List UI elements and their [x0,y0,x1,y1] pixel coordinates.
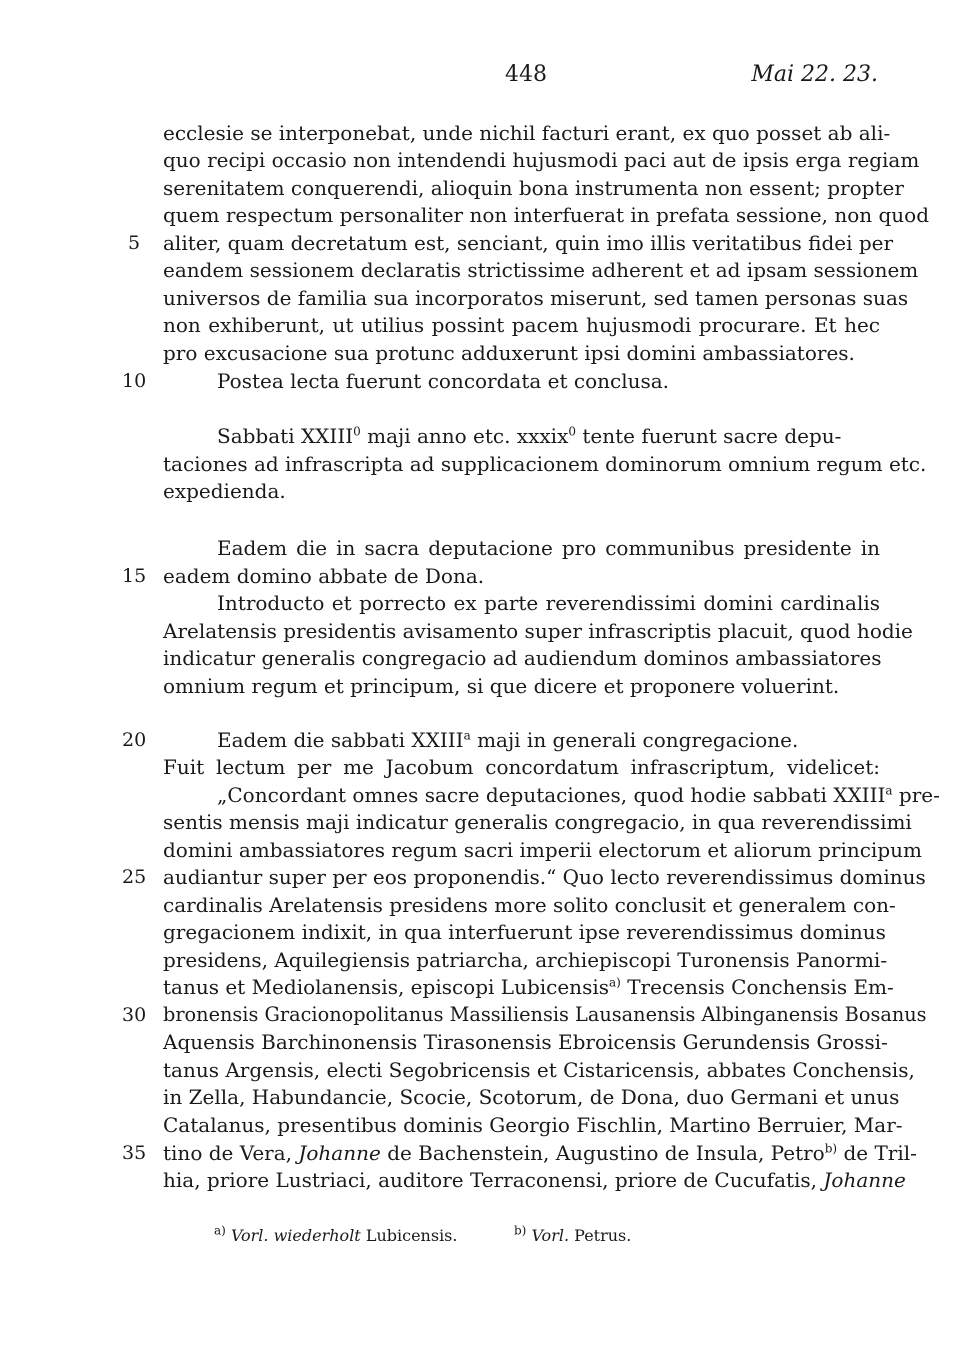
text-line: sentis mensis maji indicatur generalis congregacio, in qua reverendissimi [163,810,912,834]
line-number: 10 [122,370,147,392]
italic-name: Johanne [823,1168,906,1192]
text-line [163,973,894,1001]
text-line: expedienda. [163,479,286,503]
text-line: indicatur generalis congregacio ad audiendum dominos ambassiatores [163,646,882,670]
text-line: quo recipi occasio non intendendi hujusmodi paci aut de ipsis erga regiam [163,148,920,172]
footnotes [0,1223,960,1252]
footnote-label: Vorl. [531,1226,570,1245]
text-line: eandem sessionem declaratis strictissime adherent et ad ipsam sessionem [163,258,919,282]
text-line [163,422,880,450]
text-line: presidens, Aquilegiensis patriarcha, archiepiscopi Turonensis Panormi- [163,948,888,972]
text-line: Postea lecta fuerunt concordata et conclusa. [217,369,670,393]
text-line: Arelatensis presidentis avisamento super infrascriptis placuit, quod hodie [163,619,913,643]
footnote-word: wiederholt [273,1226,361,1245]
superscript: 0 [568,424,576,439]
text-line: serenitatem conquerendi, alioquin bona instrumenta non essent; propter [163,176,904,200]
text-line: Eadem die in sacra deputacione pro communibus presidente in [217,536,880,560]
text-segment: Trecensis Conchensis Em- [627,975,894,999]
line-number: 25 [122,866,147,888]
footnote-ref: a) [609,975,621,990]
text-line: bronensis Gracionopolitanus Massiliensis Lausanensis Albinganensis Bosanus [163,1003,927,1026]
footnote-b [514,1223,632,1245]
text-line: omnium regum et principum, si que dicere et proponere voluerint. [163,674,840,698]
page-number: 448 [505,62,547,87]
footnote-label: Vorl. [230,1226,269,1245]
text-line [163,781,940,809]
text-line: Catalanus, presentibus dominis Georgio Fischlin, Martino Berruier, Mar- [163,1113,903,1137]
text-segment: de Tril- [843,1141,917,1165]
text-line: ecclesie se interponebat, unde nichil facturi erant, ex quo posset ab ali- [163,121,891,145]
text-line: quem respectum personaliter non interfuerat in prefata sessione, non quod [163,203,930,227]
text-line: taciones ad infrascripta ad supplicacionem dominorum omnium regum etc. [163,452,927,476]
footnote-ref: b) [824,1141,838,1156]
footnote-mark: b) [514,1223,527,1238]
footnote-text: Petrus. [574,1226,632,1245]
text-line: gregacionem indixit, in qua interfuerunt ipse reverendissimus dominus [163,920,886,944]
text-segment: hia, priore Lustriaci, auditore Terraconensi, priore de Cucufatis, [163,1168,818,1192]
text-line: tanus Argensis, electi Segobricensis et Cistaricensis, abbates Conchensis, [163,1058,915,1082]
line-number: 30 [122,1004,147,1026]
superscript: a [885,783,893,798]
text-line: universos de familia sua incorporatos miserunt, sed tamen personas suas [163,286,909,310]
text-line: Introducto et porrecto ex parte reverendissimi domini cardinalis [217,591,880,615]
text-line: audiantur super per eos proponendis.“ Quo lecto reverendissimus dominus [163,865,926,889]
footnote-mark: a) [214,1223,226,1238]
superscript: 0 [353,424,361,439]
page-header [0,62,960,92]
text-segment: „Concordant omnes sacre deputaciones, quod hodie sabbati XXIII [217,783,886,807]
line-number: 35 [122,1142,147,1164]
text-line [163,726,880,754]
text-line: cardinalis Arelatensis presidens more solito conclusit et generalem con- [163,893,896,917]
text-line: in Zella, Habundancie, Scocie, Scotorum, de Dona, duo Germani et unus [163,1085,900,1109]
text-line [163,1139,917,1167]
footnote-text: Lubicensis. [365,1226,458,1245]
superscript: a [463,728,471,743]
footnote-a [214,1223,458,1245]
text-segment: maji anno etc. xxxix [367,424,569,448]
text-line: Fuit lectum per me Jacobum concordatum infrascriptum, videlicet: [163,755,880,779]
text-line [163,1166,906,1194]
text-line: non exhiberunt, ut utilius possint pacem hujusmodi procurare. Et hec [163,313,880,337]
line-number: 5 [128,232,141,254]
text-segment: maji in generali congregacione. [477,728,799,752]
italic-name: Johanne [298,1141,381,1165]
text-segment: Sabbati XXIII [217,424,354,448]
text-segment: tino de Vera, [163,1141,292,1165]
text-line: eadem domino abbate de Dona. [163,564,485,588]
text-segment: de Bachenstein, Augustino de Insula, Petro [387,1141,825,1165]
text-segment: Eadem die sabbati XXIII [217,728,464,752]
line-number: 15 [122,565,147,587]
line-number: 20 [122,729,147,751]
text-line: domini ambassiatores regum sacri imperii electorum et aliorum principum [163,838,922,862]
text-segment: tanus et Mediolanensis, episcopi Lubicensis [163,975,609,999]
text-line: aliter, quam decretatum est, senciant, quin imo illis veritatibus fidei per [163,231,894,255]
text-segment: tente fuerunt sacre depu- [582,424,842,448]
text-segment: pre- [898,783,940,807]
text-line: Aquensis Barchinonensis Tirasonensis Ebroicensis Gerundensis Grossi- [163,1030,888,1054]
running-title: Mai 22. 23. [751,62,878,87]
text-line: pro excusacione sua protunc adduxerunt ipsi domini ambassiatores. [163,341,855,365]
